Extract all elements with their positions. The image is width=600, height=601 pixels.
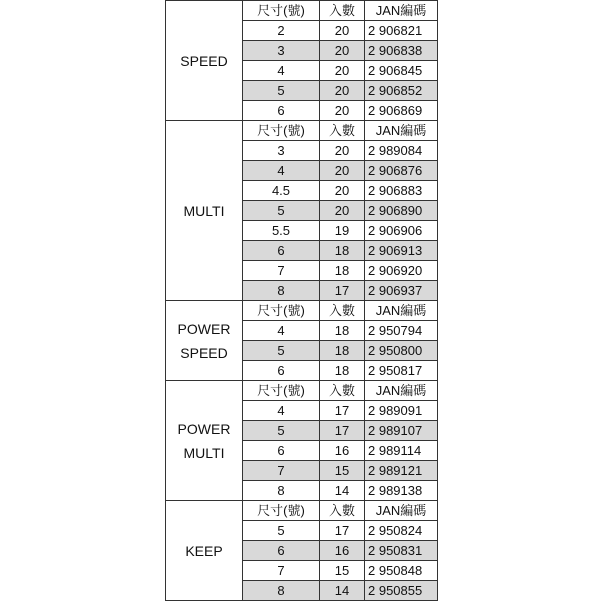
- qty-cell: 20: [320, 81, 365, 101]
- qty-cell: 20: [320, 101, 365, 121]
- size-header: 尺寸(號): [243, 1, 320, 21]
- size-cell: 4: [243, 401, 320, 421]
- qty-cell: 17: [320, 281, 365, 301]
- size-cell: 5: [243, 521, 320, 541]
- qty-cell: 20: [320, 41, 365, 61]
- qty-cell: 15: [320, 561, 365, 581]
- size-cell: 8: [243, 281, 320, 301]
- jan-cell: 2 950800: [365, 341, 438, 361]
- qty-header: 入數: [320, 301, 365, 321]
- group-header-row: [166, 301, 438, 321]
- jan-cell: 2 906869: [365, 101, 438, 121]
- product-line-name: [166, 1, 243, 121]
- product-line-name-line: POWER: [177, 420, 231, 437]
- size-cell: 6: [243, 241, 320, 261]
- size-cell: 7: [243, 261, 320, 281]
- jan-cell: 2 906937: [365, 281, 438, 301]
- jan-cell: 2 906890: [365, 201, 438, 221]
- qty-cell: 16: [320, 441, 365, 461]
- size-cell: 6: [243, 541, 320, 561]
- spec-table-body: [166, 1, 438, 601]
- size-header: 尺寸(號): [243, 381, 320, 401]
- group-header-row: [166, 501, 438, 521]
- size-cell: 5: [243, 81, 320, 101]
- jan-cell: 2 989084: [365, 141, 438, 161]
- size-cell: 5: [243, 201, 320, 221]
- group-header-row: [166, 121, 438, 141]
- size-cell: 5: [243, 421, 320, 441]
- qty-cell: 14: [320, 481, 365, 501]
- size-header: 尺寸(號): [243, 301, 320, 321]
- jan-cell: 2 906883: [365, 181, 438, 201]
- product-line-name-line: POWER: [177, 320, 231, 337]
- qty-header: 入數: [320, 381, 365, 401]
- qty-cell: 15: [320, 461, 365, 481]
- size-cell: 2: [243, 21, 320, 41]
- jan-cell: 2 906838: [365, 41, 438, 61]
- qty-header: 入數: [320, 121, 365, 141]
- jan-cell: 2 989091: [365, 401, 438, 421]
- jan-cell: 2 950824: [365, 521, 438, 541]
- size-cell: 4: [243, 61, 320, 81]
- size-header: 尺寸(號): [243, 121, 320, 141]
- jan-header: JAN編碼: [365, 381, 438, 401]
- qty-header: 入數: [320, 1, 365, 21]
- group-header-row: [166, 1, 438, 21]
- size-cell: 5: [243, 341, 320, 361]
- size-header: 尺寸(號): [243, 501, 320, 521]
- size-cell: 7: [243, 461, 320, 481]
- jan-cell: 2 906913: [365, 241, 438, 261]
- jan-cell: 2 906920: [365, 261, 438, 281]
- jan-header: JAN編碼: [365, 1, 438, 21]
- product-line-name: [166, 381, 243, 501]
- jan-cell: 2 950855: [365, 581, 438, 601]
- size-cell: 6: [243, 441, 320, 461]
- qty-cell: 19: [320, 221, 365, 241]
- qty-cell: 18: [320, 261, 365, 281]
- jan-cell: 2 950817: [365, 361, 438, 381]
- qty-cell: 20: [320, 201, 365, 221]
- qty-cell: 16: [320, 541, 365, 561]
- jan-cell: 2 989138: [365, 481, 438, 501]
- jan-cell: 2 906906: [365, 221, 438, 241]
- size-cell: 3: [243, 41, 320, 61]
- qty-cell: 18: [320, 241, 365, 261]
- product-line-name-line: MULTI: [183, 202, 225, 219]
- jan-cell: 2 989114: [365, 441, 438, 461]
- jan-cell: 2 989121: [365, 461, 438, 481]
- jan-header: JAN編碼: [365, 301, 438, 321]
- product-line-name: [166, 121, 243, 301]
- qty-cell: 20: [320, 161, 365, 181]
- qty-cell: 20: [320, 141, 365, 161]
- jan-header: JAN編碼: [365, 501, 438, 521]
- size-cell: 4: [243, 321, 320, 341]
- qty-cell: 17: [320, 401, 365, 421]
- size-cell: 5.5: [243, 221, 320, 241]
- jan-cell: 2 950848: [365, 561, 438, 581]
- qty-header: 入數: [320, 501, 365, 521]
- qty-cell: 18: [320, 361, 365, 381]
- qty-cell: 18: [320, 341, 365, 361]
- jan-cell: 2 906876: [365, 161, 438, 181]
- product-line-name-line: SPEED: [180, 344, 228, 361]
- qty-cell: 20: [320, 21, 365, 41]
- jan-header: JAN編碼: [365, 121, 438, 141]
- jan-cell: 2 989107: [365, 421, 438, 441]
- jan-cell: 2 906821: [365, 21, 438, 41]
- qty-cell: 18: [320, 321, 365, 341]
- size-cell: 8: [243, 481, 320, 501]
- product-line-name-line: MULTI: [183, 444, 225, 461]
- size-cell: 4: [243, 161, 320, 181]
- size-cell: 6: [243, 101, 320, 121]
- size-cell: 8: [243, 581, 320, 601]
- qty-cell: 20: [320, 181, 365, 201]
- jan-cell: 2 950794: [365, 321, 438, 341]
- group-header-row: [166, 381, 438, 401]
- qty-cell: 17: [320, 521, 365, 541]
- jan-cell: 2 950831: [365, 541, 438, 561]
- size-cell: 7: [243, 561, 320, 581]
- product-spec-table: [165, 0, 438, 601]
- qty-cell: 20: [320, 61, 365, 81]
- jan-cell: 2 906852: [365, 81, 438, 101]
- product-line-name: [166, 301, 243, 381]
- product-line-name-line: SPEED: [180, 52, 228, 69]
- product-line-name: [166, 501, 243, 601]
- product-line-name-line: KEEP: [185, 542, 223, 559]
- jan-cell: 2 906845: [365, 61, 438, 81]
- size-cell: 6: [243, 361, 320, 381]
- qty-cell: 14: [320, 581, 365, 601]
- size-cell: 3: [243, 141, 320, 161]
- qty-cell: 17: [320, 421, 365, 441]
- size-cell: 4.5: [243, 181, 320, 201]
